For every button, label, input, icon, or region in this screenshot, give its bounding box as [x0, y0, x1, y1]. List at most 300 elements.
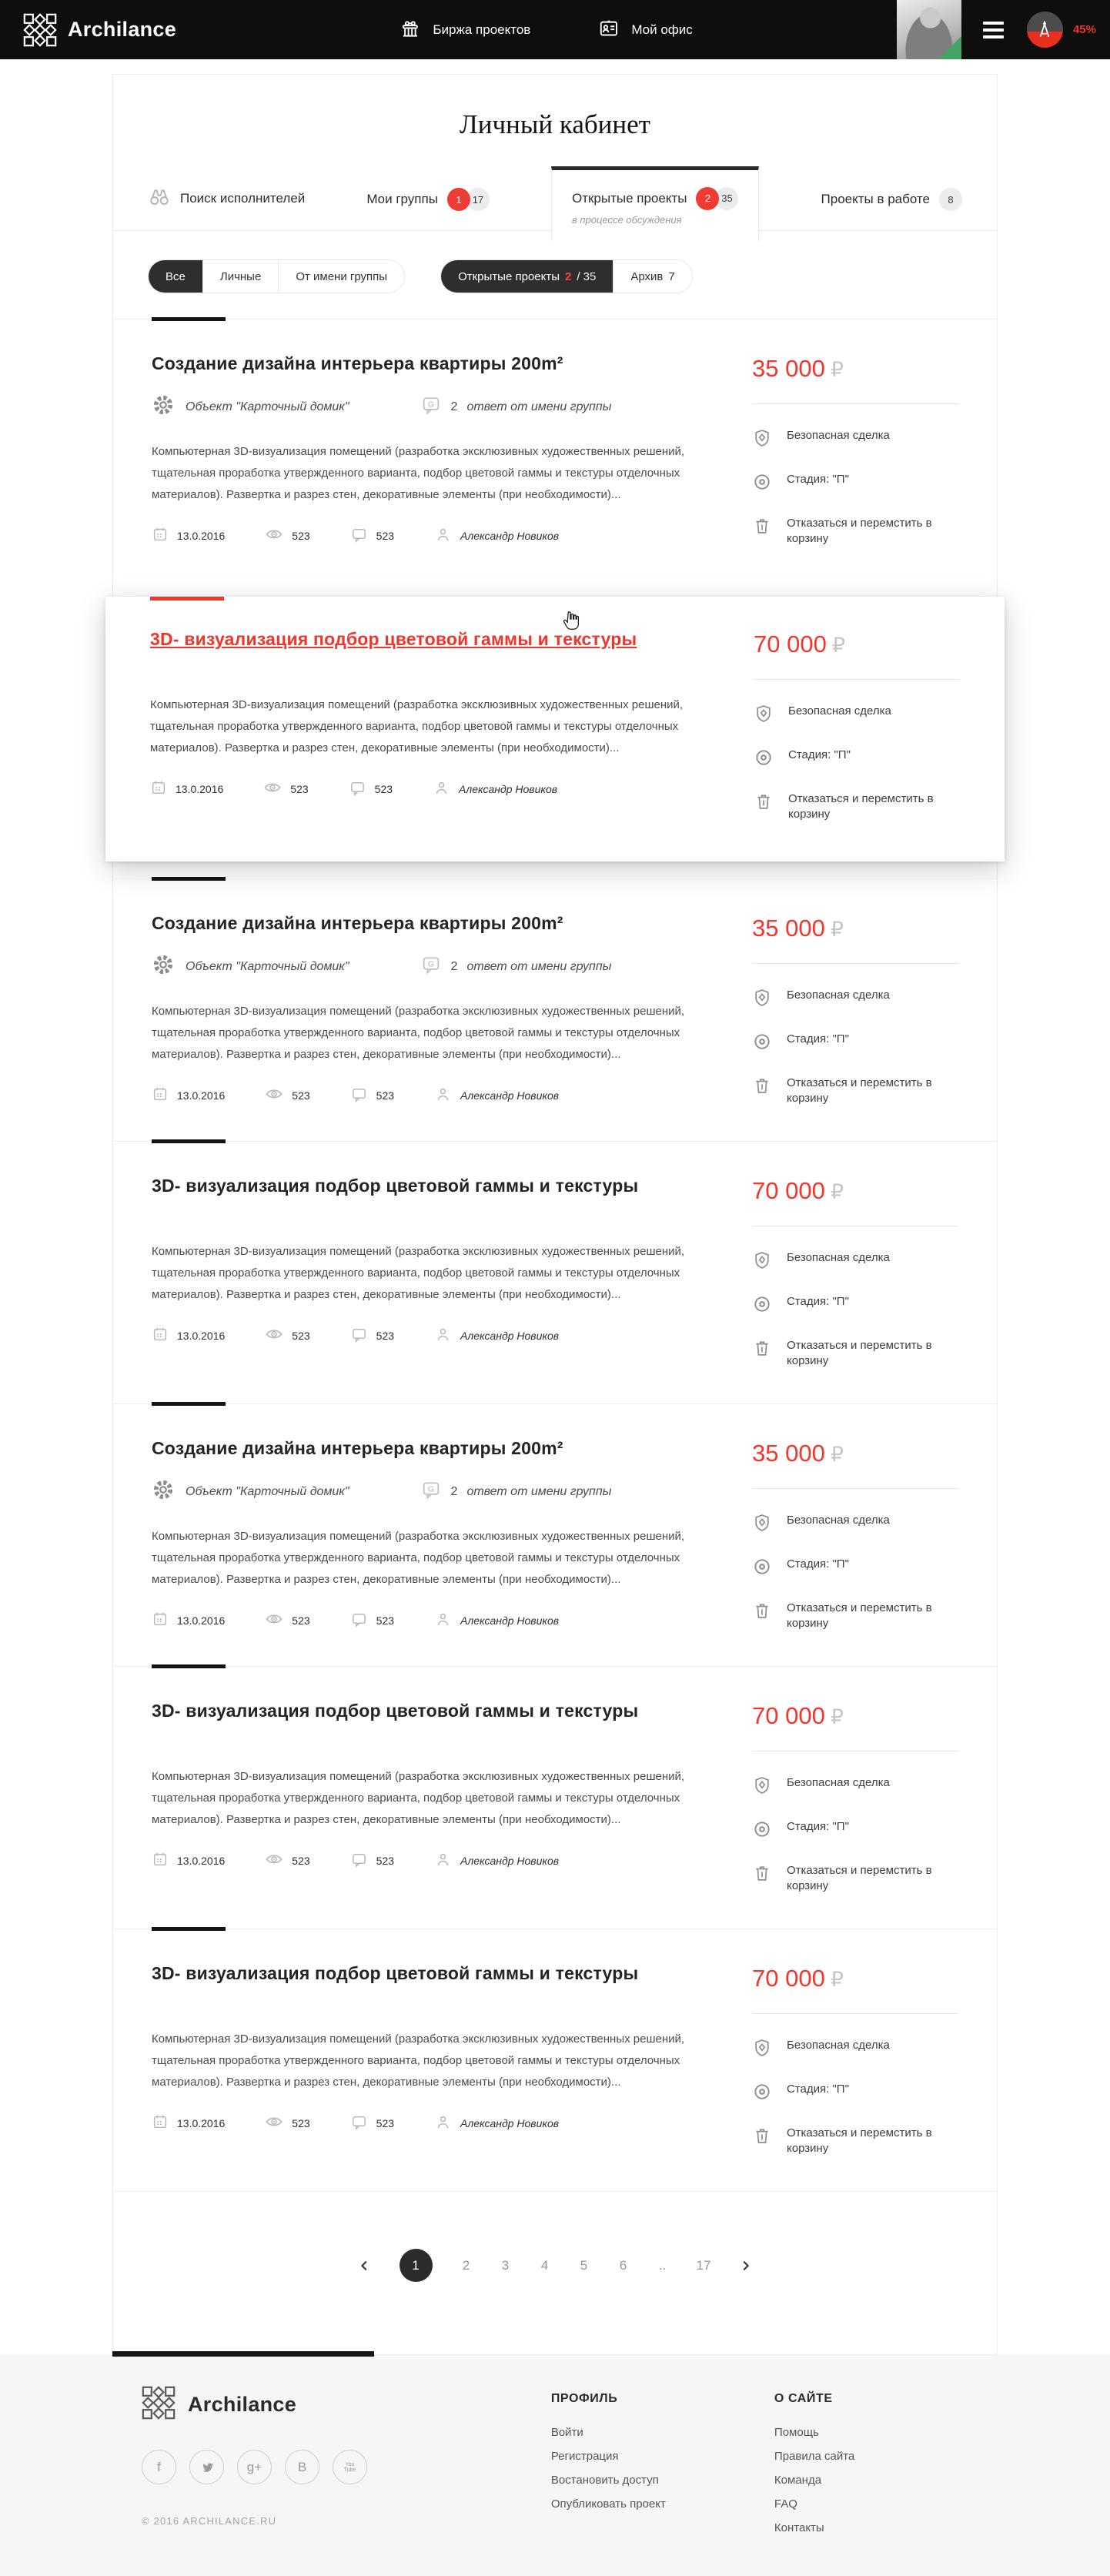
- shield-icon: [752, 1775, 772, 1800]
- card-side-panel: [754, 629, 960, 841]
- footer-column-profile: [551, 2386, 774, 2545]
- price-value: 70 000: [752, 1177, 825, 1204]
- card-main: [152, 1701, 720, 1913]
- project-title[interactable]: Создание дизайна интерьера квартиры 200m²: [152, 353, 563, 373]
- stage-label: Стадия: "П": [787, 1820, 849, 1833]
- target-icon: [752, 2082, 772, 2106]
- trash-icon: [752, 1076, 772, 1100]
- calendar-icon: [152, 1611, 169, 1630]
- project-card: [113, 319, 997, 581]
- stage-row: [754, 748, 960, 772]
- comments-stat: [350, 1851, 394, 1871]
- footer-logo[interactable]: [142, 2386, 551, 2424]
- stage-label: Стадия: "П": [787, 2083, 849, 2096]
- eye-icon: [265, 2113, 283, 2133]
- badge-total: 17: [466, 188, 490, 211]
- card-side-panel: [752, 1176, 958, 1388]
- person-icon: [434, 2113, 452, 2133]
- author-name: Александр Новиков: [460, 529, 560, 542]
- binoculars-icon: [148, 185, 171, 212]
- safe-deal-label: Безопасная сделка: [787, 1514, 890, 1527]
- discard-label: Отказаться и перемстить в корзину: [787, 1601, 932, 1630]
- nav-label: Мой офис: [631, 22, 693, 37]
- project-price: [752, 1177, 958, 1205]
- comments-count: 523: [376, 2116, 395, 2129]
- safe-deal-row: [752, 428, 958, 453]
- views-count: 523: [290, 782, 309, 795]
- project-description: Компьютерная 3D-визуализация помещений (разработка эксклюзивных художественных решений, тщательная проработка утвержденного варианта, подбор цветовой гаммы и текстуры отделочных материалов). Развертка и разрез стен, декоративные элементы (при необходимости)...: [152, 1005, 685, 1061]
- filter-all[interactable]: Все: [149, 260, 202, 293]
- project-description: Компьютерная 3D-визуализация помещений (разработка эксклюзивных художественных решений, тщательная проработка утвержденного варианта, подбор цветовой гаммы и текстуры отделочных материалов). Развертка и разрез стен, декоративные элементы (при необходимости)...: [152, 1770, 685, 1826]
- author-name: Александр Новиков: [459, 782, 558, 795]
- project-card: [113, 878, 997, 1141]
- object-meta: [152, 393, 349, 420]
- tab-open-projects[interactable]: [551, 166, 760, 242]
- main-panel: [112, 74, 998, 2355]
- pagination-prev[interactable]: [359, 2260, 371, 2272]
- project-description: Компьютерная 3D-визуализация помещений (разработка эксклюзивных художественных решений, тщательная проработка утвержденного варианта, подбор цветовой гаммы и текстуры отделочных материалов). Развертка и разрез стен, декоративные элементы (при необходимости)...: [152, 1530, 685, 1586]
- eye-icon: [265, 1325, 283, 1346]
- card-side-panel: [752, 353, 958, 566]
- target-icon: [752, 1294, 772, 1319]
- discard-action[interactable]: [754, 791, 960, 822]
- googleplus-glyph: g+: [246, 2459, 262, 2474]
- price-value: 70 000: [752, 1702, 825, 1729]
- filter-state-group: [440, 259, 693, 293]
- comment-bubble-icon: [350, 526, 368, 546]
- comments-stat: [350, 1611, 394, 1631]
- calendar-icon: [152, 1326, 169, 1345]
- card-main: [150, 629, 721, 841]
- shield-icon: [754, 704, 774, 728]
- author-stat[interactable]: [434, 2113, 559, 2133]
- replies-label: ответ от имени группы: [466, 1484, 612, 1498]
- svg-text:G: G: [427, 400, 434, 410]
- views-count: 523: [292, 1329, 310, 1342]
- views-stat: [263, 778, 308, 799]
- calendar-icon: [152, 1086, 169, 1105]
- trash-icon: [752, 1863, 772, 1888]
- side-divider: [752, 963, 958, 964]
- price-value: 35 000: [752, 915, 825, 942]
- footer-heading-profile: ПРОФИЛЬ: [550, 2392, 618, 2405]
- stage-label: Стадия: "П": [787, 1557, 849, 1571]
- object-label: Объект "Карточный домик": [186, 1484, 349, 1498]
- mouse-cursor-pointer: [561, 611, 580, 637]
- bank-column-icon: [400, 18, 420, 42]
- filter-bar: [113, 231, 997, 319]
- badge-new: 1: [447, 188, 470, 211]
- date-stat: [152, 1086, 225, 1105]
- date-value: 13.0.2016: [177, 1089, 226, 1102]
- filter-on-behalf-of-group[interactable]: От имени группы: [278, 260, 404, 293]
- discard-label: Отказаться и перемстить в корзину: [787, 1076, 932, 1105]
- views-stat: [265, 1850, 309, 1871]
- tab-label: Открытые проекты: [571, 190, 687, 206]
- project-description: Компьютерная 3D-визуализация помещений (разработка эксклюзивных художественных решений, тщательная проработка утвержденного варианта, подбор цветовой гаммы и текстуры отделочных материалов). Развертка и разрез стен, декоративные элементы (при необходимости)...: [152, 445, 685, 501]
- pagination-page[interactable]: 6: [619, 2257, 627, 2273]
- card-main: [152, 1438, 720, 1651]
- card-main: [152, 1176, 720, 1388]
- footer-link-team[interactable]: Команда: [774, 2474, 822, 2487]
- target-icon: [752, 1819, 772, 1844]
- profile-progress[interactable]: [1027, 12, 1110, 48]
- discard-label: Отказаться и перемстить в корзину: [787, 1864, 932, 1892]
- pagination-page[interactable]: 1: [400, 2249, 433, 2282]
- eye-icon: [263, 778, 282, 799]
- target-icon: [754, 748, 774, 772]
- card-stats-row: [150, 778, 721, 799]
- author-name: Александр Новиков: [460, 1854, 560, 1867]
- tab-label: Мои группы: [366, 192, 438, 206]
- app-logo[interactable]: [23, 13, 176, 47]
- target-icon: [752, 1557, 772, 1581]
- person-icon: [433, 779, 450, 799]
- footer-heading-about: О САЙТЕ: [774, 2392, 833, 2405]
- filter-personal[interactable]: Личные: [202, 260, 278, 293]
- comment-bubble-icon: [349, 779, 366, 799]
- object-meta: [152, 953, 349, 980]
- target-icon: [752, 472, 772, 497]
- discard-action[interactable]: [752, 1076, 958, 1106]
- object-meta: [152, 1478, 349, 1505]
- card-side-panel: [752, 913, 958, 1126]
- replies-label: ответ от имени группы: [466, 959, 612, 973]
- project-title[interactable]: 3D- визуализация подбор цветовой гаммы и текстуры: [152, 1963, 639, 1983]
- discard-action[interactable]: [752, 1338, 958, 1369]
- nav-item-project-exchange[interactable]: [400, 18, 530, 42]
- side-divider: [752, 2013, 958, 2014]
- shield-icon: [752, 428, 772, 453]
- person-icon: [434, 1851, 452, 1871]
- shield-icon: [752, 1250, 772, 1275]
- group-chat-icon: [420, 1479, 442, 1504]
- comment-bubble-icon: [350, 1611, 368, 1631]
- project-title[interactable]: Создание дизайна интерьера квартиры 200m²: [152, 913, 563, 933]
- discard-label: Отказаться и перемстить в корзину: [787, 1339, 932, 1367]
- calendar-icon: [152, 526, 169, 545]
- logo-grid-icon: [23, 13, 57, 47]
- project-list: [113, 319, 997, 2191]
- date-stat: [150, 779, 223, 798]
- project-price: [754, 631, 960, 658]
- ruble-sign: ₽: [830, 918, 844, 942]
- author-stat[interactable]: [434, 526, 559, 546]
- pagination-page[interactable]: 2: [462, 2257, 470, 2273]
- author-name: Александр Новиков: [460, 1614, 560, 1627]
- tab-badges: [696, 187, 738, 210]
- card-stats-row: [152, 2113, 720, 2133]
- stage-row: [752, 1294, 958, 1319]
- facebook-icon[interactable]: [142, 2450, 176, 2484]
- footer-link-publish-project[interactable]: Опубликовать проект: [550, 2497, 666, 2511]
- tab-badges: [939, 188, 962, 211]
- author-stat[interactable]: [434, 1326, 559, 1346]
- views-count: 523: [292, 1089, 310, 1102]
- project-description: Компьютерная 3D-визуализация помещений (разработка эксклюзивных художественных решений, тщательная проработка утвержденного варианта, подбор цветовой гаммы и текстуры отделочных материалов). Развертка и разрез стен, декоративные элементы (при необходимости)...: [150, 698, 684, 754]
- tab-badges: [447, 188, 490, 211]
- safe-deal-label: Безопасная сделка: [787, 1251, 890, 1264]
- header-nav: [400, 18, 692, 42]
- ruble-sign: ₽: [831, 634, 846, 657]
- stage-row: [752, 1032, 958, 1056]
- footer-link-register[interactable]: Регистрация: [550, 2450, 619, 2463]
- footer-link-help[interactable]: Помощь: [774, 2426, 819, 2439]
- project-price: [752, 355, 958, 383]
- compass-progress-icon: [1027, 12, 1063, 48]
- safe-deal-row: [752, 1250, 958, 1275]
- comments-count: 523: [374, 782, 393, 795]
- trash-icon: [752, 1338, 772, 1363]
- author-stat[interactable]: [433, 779, 557, 799]
- discard-action[interactable]: [752, 2126, 958, 2156]
- views-count: 523: [292, 1614, 310, 1627]
- views-count: 523: [292, 1854, 310, 1867]
- project-price: [752, 1440, 958, 1467]
- project-title[interactable]: 3D- визуализация подбор цветовой гаммы и текстуры: [150, 629, 637, 649]
- side-divider: [754, 679, 960, 680]
- pagination-ellipsis: ..: [658, 2257, 667, 2273]
- person-icon: [434, 1326, 452, 1346]
- date-value: 13.0.2016: [177, 529, 226, 542]
- project-description: Компьютерная 3D-визуализация помещений (разработка эксклюзивных художественных решений, тщательная проработка утвержденного варианта, подбор цветовой гаммы и текстуры отделочных материалов). Развертка и разрез стен, декоративные элементы (при необходимости)...: [152, 1245, 685, 1301]
- pagination-page[interactable]: 5: [580, 2257, 588, 2273]
- footer-link-contacts[interactable]: Контакты: [774, 2521, 824, 2534]
- footer-left: [112, 2386, 551, 2545]
- date-value: 13.0.2016: [177, 1329, 226, 1342]
- stage-label: Стадия: "П": [787, 473, 849, 486]
- pagination-page[interactable]: 3: [501, 2257, 510, 2273]
- eye-icon: [265, 1610, 283, 1631]
- tab-projects-in-progress[interactable]: [821, 188, 962, 211]
- replies-count: 2: [450, 959, 458, 973]
- facebook-glyph: f: [157, 2459, 161, 2474]
- price-value: 70 000: [752, 1965, 825, 1992]
- app-footer: [0, 2355, 1110, 2576]
- footer-column-about: [774, 2386, 998, 2545]
- card-stats-row: [152, 1850, 720, 1871]
- comments-count: 523: [376, 1329, 395, 1342]
- badge-total: 8: [939, 188, 962, 211]
- avatar[interactable]: [897, 0, 961, 59]
- comments-count: 523: [376, 529, 395, 542]
- date-value: 13.0.2016: [177, 1854, 226, 1867]
- twitter-icon[interactable]: [189, 2450, 224, 2484]
- footer-link-restore-access[interactable]: Востановить доступ: [550, 2474, 659, 2487]
- stage-row: [752, 1557, 958, 1581]
- project-price: [752, 915, 958, 942]
- project-card: [113, 1141, 997, 1403]
- copyright: © 2016 ARCHILANCE.RU: [142, 2515, 277, 2527]
- card-stats-row: [152, 1085, 720, 1106]
- card-meta-row: [152, 953, 720, 980]
- discard-label: Отказаться и перемстить в корзину: [787, 517, 932, 545]
- views-stat: [265, 525, 309, 546]
- project-title[interactable]: Создание дизайна интерьера квартиры 200m²: [152, 1438, 563, 1458]
- discard-action[interactable]: [752, 1863, 958, 1894]
- person-icon: [434, 526, 452, 546]
- youtube-glyph: You Tube: [343, 2461, 356, 2473]
- card-meta-row: [152, 1478, 720, 1505]
- pagination-next[interactable]: [739, 2260, 751, 2272]
- project-card: [113, 1403, 997, 1666]
- pagination-page[interactable]: 17: [696, 2257, 711, 2273]
- stage-row: [752, 2082, 958, 2106]
- author-name: Александр Новиков: [460, 1089, 560, 1102]
- tab-search-performers[interactable]: [148, 185, 305, 212]
- shield-icon: [752, 988, 772, 1012]
- nav-item-my-office[interactable]: [598, 18, 692, 42]
- gear-icon: [152, 1478, 175, 1505]
- price-value: 35 000: [752, 355, 825, 382]
- stage-row: [752, 1819, 958, 1844]
- card-side-panel: [752, 1963, 958, 2176]
- filter-archive[interactable]: [613, 260, 691, 293]
- app-header: [0, 0, 1110, 59]
- tab-subtitle: в процессе обсуждения: [571, 213, 682, 226]
- safe-deal-row: [754, 704, 960, 728]
- views-stat: [265, 1610, 309, 1631]
- shield-icon: [752, 1513, 772, 1537]
- social-links: [142, 2450, 551, 2484]
- project-price: [752, 1702, 958, 1730]
- header-right: [897, 0, 1110, 59]
- comments-stat: [350, 1086, 394, 1106]
- eye-icon: [265, 1850, 283, 1871]
- comments-count: 523: [376, 1854, 395, 1867]
- views-count: 523: [292, 2116, 310, 2129]
- stage-label: Стадия: "П": [787, 1295, 849, 1308]
- replies-label: ответ от имени группы: [466, 400, 612, 413]
- nav-label: Биржа проектов: [433, 22, 531, 37]
- trash-icon: [754, 791, 774, 816]
- footer-link-faq[interactable]: FAQ: [774, 2497, 797, 2511]
- price-value: 70 000: [754, 631, 827, 657]
- person-icon: [434, 1611, 452, 1631]
- side-divider: [752, 403, 958, 404]
- filter-count-new: 2: [564, 269, 572, 283]
- comments-stat: [350, 1326, 394, 1346]
- author-stat[interactable]: [434, 1851, 559, 1871]
- comments-stat: [350, 526, 394, 546]
- pagination-page[interactable]: 4: [540, 2257, 549, 2273]
- pagination: [113, 2191, 997, 2354]
- footer-link-login[interactable]: Войти: [550, 2426, 583, 2439]
- project-title[interactable]: 3D- визуализация подбор цветовой гаммы и текстуры: [152, 1176, 639, 1196]
- svg-text:G: G: [427, 1484, 434, 1494]
- group-replies-meta: [420, 954, 612, 979]
- comments-stat: [349, 779, 393, 799]
- tab-label: Проекты в работе: [821, 192, 930, 206]
- project-title[interactable]: 3D- визуализация подбор цветовой гаммы и текстуры: [152, 1701, 639, 1721]
- comments-count: 523: [376, 1089, 395, 1102]
- googleplus-icon[interactable]: [237, 2450, 272, 2484]
- safe-deal-row: [752, 1513, 958, 1537]
- ruble-sign: ₽: [830, 1968, 844, 1992]
- discard-action[interactable]: [752, 516, 958, 547]
- behance-glyph: B: [297, 2459, 307, 2474]
- badge-total: 35: [715, 187, 738, 210]
- discard-label: Отказаться и перемстить в корзину: [787, 2126, 932, 2155]
- comments-stat: [350, 2113, 394, 2133]
- safe-deal-row: [752, 988, 958, 1012]
- card-meta-row: [152, 393, 720, 420]
- group-chat-icon: [420, 394, 442, 420]
- person-icon: [434, 1086, 452, 1106]
- page-title: Личный кабинет: [460, 109, 650, 139]
- filter-label: Архив: [630, 269, 664, 283]
- author-name: Александр Новиков: [460, 1329, 560, 1342]
- comment-bubble-icon: [350, 1086, 368, 1106]
- object-label: Объект "Карточный домик": [186, 959, 349, 973]
- date-stat: [152, 1851, 225, 1870]
- eye-icon: [265, 1085, 283, 1106]
- youtube-icon[interactable]: [333, 2450, 367, 2484]
- stage-label: Стадия: "П": [788, 748, 851, 761]
- date-value: 13.0.2016: [177, 2116, 226, 2129]
- group-chat-icon: [420, 954, 442, 979]
- calendar-icon: [152, 2113, 169, 2133]
- tab-label: Поиск исполнителей: [180, 190, 306, 206]
- trash-icon: [752, 516, 772, 540]
- project-price: [752, 1965, 958, 1992]
- date-stat: [152, 1326, 225, 1345]
- card-main: [152, 913, 720, 1126]
- ruble-sign: ₽: [830, 358, 844, 382]
- filter-label: Открытые проекты: [458, 269, 560, 283]
- trash-icon: [752, 2126, 772, 2150]
- target-icon: [752, 1032, 772, 1056]
- logo-grid-icon: [142, 2386, 176, 2424]
- author-stat[interactable]: [434, 1086, 559, 1106]
- filter-count: 7: [668, 269, 675, 283]
- discard-action[interactable]: [752, 1601, 958, 1631]
- date-stat: [152, 526, 225, 545]
- footer-link-site-rules[interactable]: Правила сайта: [774, 2450, 855, 2463]
- side-divider: [752, 1488, 958, 1489]
- shield-icon: [752, 2038, 772, 2062]
- views-stat: [265, 1085, 309, 1106]
- group-replies-meta: [420, 394, 612, 420]
- card-main: [152, 1963, 720, 2176]
- group-replies-meta: [420, 1479, 612, 1504]
- safe-deal-label: Безопасная сделка: [788, 704, 891, 718]
- author-stat[interactable]: [434, 1611, 559, 1631]
- ruble-sign: ₽: [830, 1705, 844, 1729]
- safe-deal-label: Безопасная сделка: [787, 1776, 890, 1789]
- calendar-icon: [150, 779, 167, 798]
- svg-text:G: G: [427, 959, 434, 969]
- calendar-icon: [152, 1851, 169, 1870]
- discard-label: Отказаться и перемстить в корзину: [788, 792, 934, 821]
- comment-bubble-icon: [350, 1851, 368, 1871]
- card-stats-row: [152, 1610, 720, 1631]
- ruble-sign: ₽: [830, 1180, 844, 1204]
- date-value: 13.0.2016: [177, 1614, 226, 1627]
- safe-deal-label: Безопасная сделка: [787, 989, 890, 1002]
- card-main: [152, 353, 720, 566]
- behance-icon[interactable]: [285, 2450, 319, 2484]
- views-stat: [265, 1325, 309, 1346]
- replies-count: 2: [450, 400, 458, 413]
- menu-icon[interactable]: [983, 22, 1004, 38]
- filter-open-projects[interactable]: [441, 260, 613, 293]
- object-label: Объект "Карточный домик": [186, 400, 349, 413]
- author-name: Александр Новиков: [460, 2116, 560, 2129]
- tab-my-groups[interactable]: [366, 188, 490, 211]
- views-stat: [265, 2113, 309, 2133]
- gear-icon: [152, 393, 175, 420]
